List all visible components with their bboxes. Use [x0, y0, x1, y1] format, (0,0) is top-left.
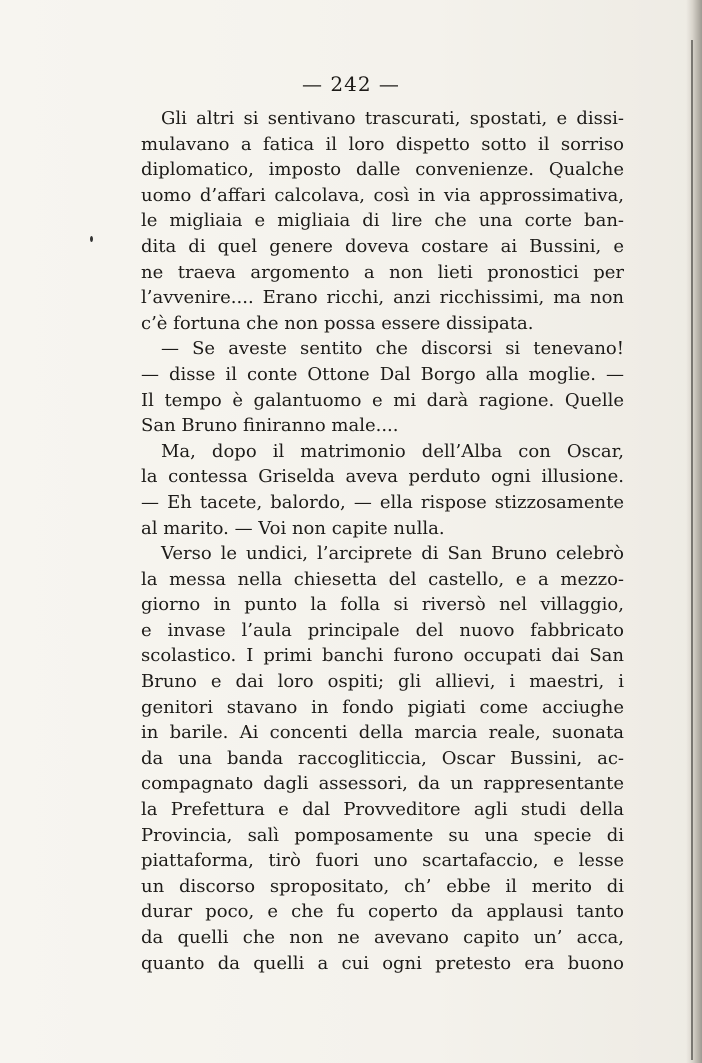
- text-line: Verso le undici, l’arciprete di San Bruno celebrò: [161, 543, 624, 565]
- text-line: Il tempo è galantuomo e mi darà ragione. Quelle: [141, 389, 624, 411]
- text-line: da una banda raccogliticcia, Oscar Bussini, ac-: [141, 747, 624, 769]
- page-number: — 242 —: [302, 72, 400, 96]
- text-line: in barile. Ai concenti della marcia reale, suonata: [141, 722, 624, 744]
- text-line: piattaforma, tirò fuori uno scartafaccio, e lesse: [141, 850, 624, 872]
- text-line: un discorso spropositato, ch’ ebbe il merito di: [141, 875, 624, 897]
- text-line: mulavano a fatica il loro dispetto sotto il sorriso: [141, 133, 624, 155]
- text-line: compagnato dagli assessori, da un rappresentante: [141, 773, 624, 795]
- binding-edge-line: [691, 40, 693, 1060]
- text-line: scolastico. I primi banchi furono occupati dai San: [141, 645, 624, 667]
- text-line: la messa nella chiesetta del castello, e a mezzo-: [141, 568, 624, 590]
- text-line: — disse il conte Ottone Dal Borgo alla moglie. —: [141, 363, 624, 385]
- ink-speck: [90, 236, 93, 242]
- text-line: da quelli che non ne avevano capito un’ acca,: [141, 927, 624, 948]
- text-line: Ma, dopo il matrimonio dell’Alba con Oscar,: [161, 440, 624, 462]
- text-line: genitori stavano in fondo pigiati come acciughe: [141, 696, 624, 718]
- text-line: Bruno e dai loro ospiti; gli allievi, i maestri, i: [141, 671, 624, 693]
- text-line: San Bruno finiranno male....: [141, 415, 399, 437]
- text-line: uomo d’affari calcolava, così in via approssimativa,: [141, 184, 624, 206]
- text-line: l’avvenire.... Erano ricchi, anzi ricchissimi, ma non: [141, 287, 624, 309]
- text-line: la Prefettura e dal Provveditore agli studi della: [141, 799, 624, 821]
- text-line: — Se aveste sentito che discorsi si tenevano!: [161, 338, 624, 360]
- text-line: quanto da quelli a cui ogni pretesto era buono: [141, 952, 624, 974]
- text-line: dita di quel genere doveva costare ai Bussini, e: [141, 235, 624, 257]
- text-line: — Eh tacete, balordo, — ella rispose stizzosamente: [141, 491, 624, 513]
- text-line: giorno in punto la folla si riversò nel villaggio,: [141, 594, 624, 616]
- text-line: diplomatico, imposto dalle convenienze. Qualche: [141, 159, 624, 181]
- body-text: [141, 106, 624, 976]
- text-line: le migliaia e migliaia di lire che una corte ban-: [141, 210, 624, 232]
- text-line: c’è fortuna che non possa essere dissipata.: [141, 312, 534, 334]
- text-line: Provincia, salì pomposamente su una specie di: [141, 824, 624, 846]
- text-line: e invase l’aula principale del nuovo fabbricato: [141, 619, 624, 641]
- text-line: Gli altri si sentivano trascurati, spostati, e dissi-: [161, 108, 624, 129]
- text-line: ne traeva argomento a non lieti pronostici per: [141, 261, 624, 283]
- page-edge-shadow: [686, 0, 702, 1063]
- text-line: durar poco, e che fu coperto da applausi tanto: [141, 901, 624, 923]
- text-line: la contessa Griselda aveva perduto ogni illusione.: [141, 466, 624, 488]
- text-line: al marito. — Voi non capite nulla.: [141, 517, 445, 539]
